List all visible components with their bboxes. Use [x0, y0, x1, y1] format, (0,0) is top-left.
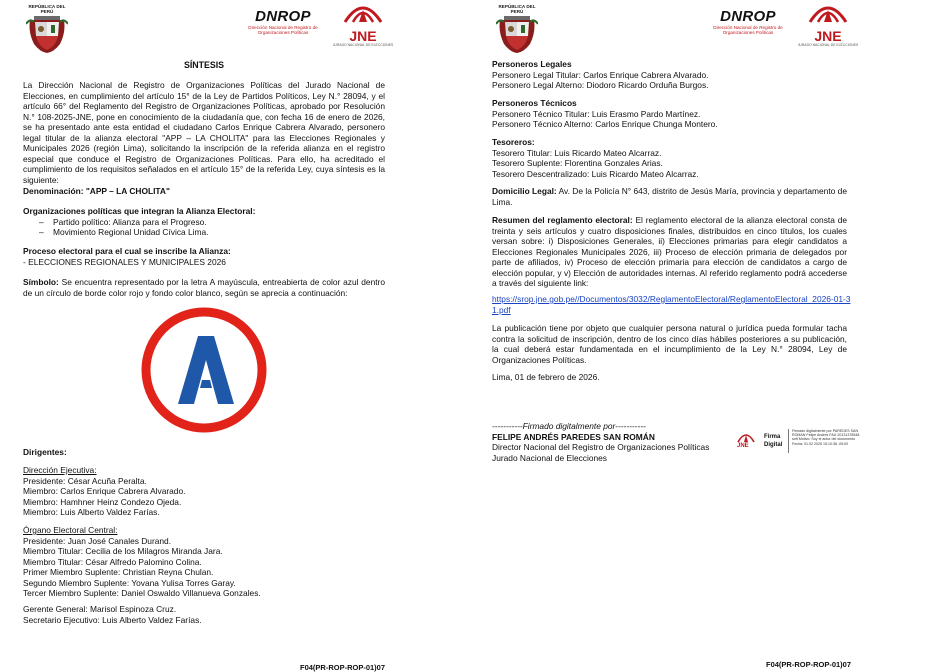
coat-of-arms-logo [26, 4, 68, 59]
signer-name: FELIPE ANDRÉS PAREDES SAN ROMÁN [492, 431, 655, 442]
personeros-tecnicos-section [492, 98, 862, 130]
reglamento-link-text[interactable]: https://srop.jne.gob.pe//Documentos/3032/ReglamentoElectoral/ReglamentoElectoral_2026-01-31.pdf [492, 294, 851, 315]
domicilio-label: Domicilio Legal: [492, 186, 557, 196]
organo-electoral-heading: Órgano Electoral Central: [23, 525, 118, 535]
domicilio-paragraph [492, 186, 847, 207]
jne-subtitle: JURADO NACIONAL DE ELECCIONES [797, 43, 859, 47]
stamp-details: Firmado digitalmente por PAREDES SAN ROMAN Felipe Andres FAU 20131378548 soft Motivo: Soy el autor del documento Fecha: 01.02.2026 15:10:38 -05:00 [792, 429, 860, 446]
dirigentes-heading: Dirigentes: [23, 447, 67, 457]
jne-emblem-icon [341, 2, 385, 24]
list-item: Tesorero Descentralizado: Luis Ricardo Mateo Alcarraz. [492, 168, 699, 179]
jne-title: JNE [814, 28, 842, 44]
dnrop-logo [248, 8, 318, 35]
simbolo-paragraph [23, 277, 385, 298]
list-item: Miembro: Luis Alberto Valdez Farías. [23, 507, 160, 517]
reglamento-link[interactable] [492, 294, 852, 315]
jne-title: JNE [349, 28, 377, 44]
organo-electoral-section [23, 525, 323, 599]
gerencia-section [23, 604, 323, 625]
signer-institution: Jurado Nacional de Elecciones [492, 452, 607, 463]
digital-label: Digital [764, 442, 783, 448]
shield-icon [26, 14, 68, 54]
resumen-text: El reglamento electoral de la alianza electoral consta de treinta y seis artículos y cuatro disposiciones finales, distribuidos en cinco títulos, los cuales versan sobre: i) Disposiciones Generales, ii) Elecciones primarias para elegir candidatos a Elecciones Regionales Municipales 2026, iii) Proceso de elección primaria de delegados por parte de afiliados, iv) Proceso de elección primaria para elección de candidatos a cargo de elección popular, y v) Elección de autoridades internas. Al referido reglamento podrá accederse a través del siguiente link: [492, 215, 848, 288]
coat-label: REPÚBLICA DEL PERÚ [498, 4, 536, 14]
stamp-jne-label: JNE [737, 443, 749, 449]
coat-label: REPÚBLICA DEL PERÚ [28, 4, 66, 14]
list-item: – Partido político: Alianza para el Progreso. [23, 217, 385, 228]
list-item: Miembro: Hamhner Heinz Condezo Ojeda. [23, 496, 182, 507]
list-item: – Movimiento Regional Unidad Cívica Lima. [23, 227, 385, 238]
list-item: Tercer Miembro Suplente: Daniel Oswaldo Villanueva Gonzales. [23, 588, 261, 598]
organizaciones-heading: Organizaciones políticas que integran la Alianza Electoral: [23, 206, 256, 216]
list-item: Gerente General: Marisol Espinoza Cruz. [23, 604, 177, 614]
list-item: Secretario Ejecutivo: Luis Alberto Valdez Farías. [23, 614, 202, 625]
jne-stamp-icon [736, 431, 756, 443]
dnrop-subtitle-2: Organizaciones Políticas [722, 30, 774, 35]
personeros-tecnicos-heading: Personeros Técnicos [492, 98, 577, 108]
fecha: Lima, 01 de febrero de 2026. [492, 372, 600, 382]
jne-subtitle: JURADO NACIONAL DE ELECCIONES [332, 43, 394, 47]
firma-digital-label [764, 433, 782, 449]
list-item: Tesorero Titular: Luis Ricardo Mateo Alcarraz. [492, 147, 662, 158]
list-item: Presidente: Juan José Canales Durand. [23, 535, 172, 546]
direccion-ejecutiva-heading: Dirección Ejecutiva: [23, 465, 97, 475]
firma-label: Firma [764, 434, 781, 440]
list-item: Personero Legal Titular: Carlos Enrique Cabrera Alvarado. [492, 69, 709, 80]
proceso-section [23, 246, 385, 267]
list-item: Personero Legal Alterno: Diodoro Ricardo Orduña Burgos. [492, 80, 709, 90]
left-footer-code: F04(PR-ROP-ROP-01)07 [300, 663, 386, 672]
personeros-legales-heading: Personeros Legales [492, 59, 572, 69]
list-item: Miembro Titular: Cecilia de los Milagros Miranda Jara. [23, 546, 223, 556]
list-item: Personero Técnico Alterno: Carlos Enrique Chunga Montero. [492, 119, 718, 129]
jne-logo [330, 2, 396, 47]
dnrop-title: DNROP [720, 8, 776, 25]
organizaciones-section [23, 206, 385, 238]
publicacion-paragraph: La publicación tiene por objeto que cualquier persona natural o jurídica pueda formular tacha contra la solicitud de inscripción, dentro de los cinco días hábiles posteriores a su publicación, la cual deberá estar fundamentada en el incumplimiento de la Ley N.° 28094, Ley de Organizaciones Políticas. [492, 323, 847, 365]
simbolo-text: Se encuentra representado por la letra A mayúscula, entreabierta de color azul dentro de un círculo de borde color rojo y fondo color blanco, según se aprecia a continuación: [23, 277, 385, 298]
jne-logo [795, 2, 861, 47]
alliance-symbol [140, 306, 268, 434]
domicilio-text: Av. De la Policía N° 643, distrito de Jesús María, provincia y departamento de Lima. [492, 186, 847, 207]
signature-block [492, 421, 732, 463]
personeros-legales-section [492, 59, 862, 91]
list-item: Segundo Miembro Suplente: Yovana Yulisa Torres Garay. [23, 577, 236, 588]
left-page [0, 0, 470, 670]
list-item: Personero Técnico Titular: Luis Erasmo Pardo Martínez. [492, 108, 701, 119]
jne-emblem-icon [806, 2, 850, 24]
dnrop-subtitle-1: Dirección Nacional de Registro de [713, 25, 783, 30]
list-item: Primer Miembro Suplente: Christian Reyna Chulan. [23, 567, 214, 577]
proceso-heading: Proceso electoral para el cual se inscribe la Alianza: [23, 246, 231, 256]
signer-title: Director Nacional del Registro de Organizaciones Políticas [492, 442, 710, 452]
right-page [470, 0, 940, 670]
coat-of-arms-logo [496, 4, 538, 59]
list-item: Presidente: César Acuña Peralta. [23, 475, 147, 486]
intro-paragraph: La Dirección Nacional de Registro de Organizaciones Políticas del Jurado Nacional de Elecciones, en cumplimiento del artículo 15° de la Ley de Partidos Políticos, Ley N.° 28094, y el artículo 66° del Reglamento del Registro de Organizaciones Políticas, aprobado por Resolución N.° 108-2025-JNE, pone en conocimiento de la ciudadanía que, con fecha 16 de enero de 2026, se ha presentado ante esta entidad el ciudadano Carlos Enrique Cabrera Alvarado, personero legal titular de la alianza electoral "APP – LA CHOLITA" para las Elecciones Regionales y Municipales 2026 (región Lima), solicitando la inscripción de la referida alianza en el registro especial que conduce el Registro de Organizaciones Políticas. Para ello, ha acreditado el cumplimiento de los requisitos señalados en el artículo 15° de la referida Ley, cuya síntesis es la siguiente: [23, 80, 385, 185]
dnrop-title: DNROP [255, 8, 311, 25]
denominacion: Denominación: "APP – LA CHOLITA" [23, 186, 170, 196]
resumen-label: Resumen del reglamento electoral: [492, 215, 633, 225]
tesoreros-section [492, 137, 862, 179]
dnrop-logo [713, 8, 783, 35]
list-item: Miembro: Carlos Enrique Cabrera Alvarado. [23, 486, 186, 496]
document-title: SÍNTESIS [183, 60, 225, 70]
tesoreros-heading: Tesoreros: [492, 137, 535, 147]
direccion-ejecutiva-section [23, 465, 323, 518]
shield-icon [496, 14, 538, 54]
list-item: Tesorero Suplente: Florentina Gonzales Arias. [492, 158, 663, 168]
proceso-value: - ELECCIONES REGIONALES Y MUNICIPALES 2026 [23, 256, 226, 267]
digital-signature-stamp [736, 429, 866, 455]
right-footer-code: F04(PR-ROP-ROP-01)07 [766, 660, 852, 669]
simbolo-label: Símbolo: [23, 277, 59, 287]
dnrop-subtitle-1: Dirección Nacional de Registro de [248, 25, 318, 30]
dnrop-subtitle-2: Organizaciones Políticas [257, 30, 309, 35]
symbol-ring [146, 312, 262, 428]
resumen-paragraph [492, 215, 847, 289]
list-item: Miembro Titular: César Alfredo Palomino Colina. [23, 556, 202, 567]
firmado-digitalmente: -----------Firmado digitalmente por----------- [492, 421, 646, 431]
